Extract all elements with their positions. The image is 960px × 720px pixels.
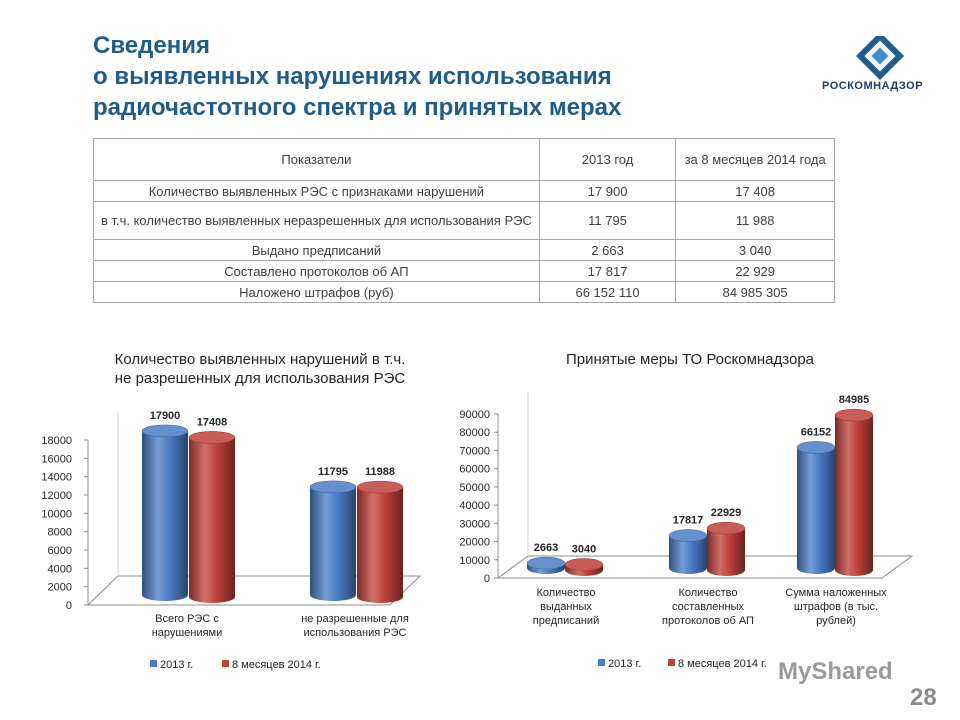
y-tick-label: 10000 bbox=[41, 508, 72, 521]
table-cell: 11 988 bbox=[676, 202, 835, 240]
bar-2013-0 bbox=[142, 431, 188, 601]
category-label: использования РЭС bbox=[303, 627, 407, 639]
table-cell: 17 408 bbox=[676, 181, 835, 202]
legend-label: 8 месяцев 2014 г. bbox=[678, 658, 767, 670]
table-cell: 2 663 bbox=[539, 240, 675, 261]
legend-swatch bbox=[598, 659, 605, 666]
table-cell: 22 929 bbox=[676, 261, 835, 282]
category-label: Количество bbox=[536, 587, 596, 599]
category-label: предписаний bbox=[532, 615, 600, 627]
legend-swatch bbox=[668, 659, 675, 666]
bar-top-2013-1 bbox=[669, 530, 707, 542]
data-label: 2663 bbox=[533, 542, 559, 555]
bar-2014-1 bbox=[357, 487, 403, 603]
data-label: 3040 bbox=[571, 543, 597, 556]
y-tick-label: 90000 bbox=[459, 409, 490, 421]
legend-label: 8 месяцев 2014 г. bbox=[232, 659, 321, 671]
table-cell: 3 040 bbox=[676, 240, 835, 261]
bar-2014-1 bbox=[707, 528, 745, 576]
y-tick-label: 30000 bbox=[459, 518, 490, 531]
y-tick-label: 2000 bbox=[47, 581, 72, 594]
table-cell: в т.ч. количество выявленных неразрешенных для использования РЭС bbox=[94, 202, 540, 240]
category-label: составленных bbox=[672, 601, 744, 613]
bar-2013-1 bbox=[310, 487, 356, 601]
bar-2014-0 bbox=[189, 437, 235, 603]
table-cell: Наложено штрафов (руб) bbox=[94, 282, 540, 303]
table-cell: Выдано предписаний bbox=[94, 240, 540, 261]
table-cell: Количество выявленных РЭС с признаками нарушений bbox=[94, 181, 540, 202]
data-label: 66152 bbox=[800, 426, 832, 439]
bar-top-2013-0 bbox=[527, 557, 565, 569]
title-line-2: о выявленных нарушениях использования bbox=[93, 63, 612, 90]
y-tick-label: 18000 bbox=[41, 435, 72, 447]
page-number: 28 bbox=[910, 684, 937, 711]
legend-label: 2013 г. bbox=[160, 659, 194, 671]
bar-top-2014-1 bbox=[707, 522, 745, 534]
table-cell: Составлено протоколов об АП bbox=[94, 261, 540, 282]
y-tick-label: 14000 bbox=[41, 471, 72, 484]
y-tick-label: 6000 bbox=[47, 545, 72, 557]
table-cell: 84 985 305 bbox=[676, 282, 835, 303]
bar-2013-2 bbox=[797, 447, 835, 574]
category-label: выданных bbox=[540, 601, 592, 613]
y-tick-label: 8000 bbox=[47, 526, 72, 539]
table-cell: 17 900 bbox=[539, 181, 675, 202]
legend-swatch bbox=[150, 660, 157, 667]
y-tick-label: 0 bbox=[483, 573, 490, 585]
bar-top-2014-0 bbox=[189, 431, 235, 443]
category-label: не разрешенные для bbox=[301, 613, 409, 625]
bar-top-2014-0 bbox=[565, 558, 603, 570]
data-label: 22929 bbox=[710, 507, 742, 520]
y-tick-label: 10000 bbox=[459, 554, 490, 567]
category-label: Количество bbox=[678, 587, 738, 599]
bar-2014-2 bbox=[835, 415, 873, 576]
chart2-title: Принятые меры ТО Роскомнадзора bbox=[565, 351, 815, 368]
data-label: 17817 bbox=[672, 514, 704, 527]
category-label: Всего РЭС с bbox=[155, 613, 219, 625]
category-label: нарушениями bbox=[151, 627, 223, 639]
table-cell: 17 817 bbox=[539, 261, 675, 282]
bar-top-2013-2 bbox=[797, 441, 835, 453]
y-tick-label: 16000 bbox=[41, 453, 72, 466]
y-tick-label: 50000 bbox=[459, 481, 490, 494]
legend-label: 2013 г. bbox=[608, 658, 642, 670]
y-tick-label: 60000 bbox=[459, 463, 490, 476]
table-cell: 66 152 110 bbox=[539, 282, 675, 303]
category-label: протоколов об АП bbox=[662, 615, 754, 627]
y-tick-label: 70000 bbox=[459, 445, 490, 458]
header-cell: Показатели bbox=[94, 139, 540, 181]
category-label: штрафов (в тыс. bbox=[793, 601, 879, 613]
chart1-title-line2: не разрешенных для использования РЭС bbox=[114, 370, 406, 387]
legend-swatch bbox=[222, 660, 229, 667]
bar-top-2013-0 bbox=[142, 425, 188, 437]
y-tick-label: 12000 bbox=[41, 490, 72, 502]
title-line-3: радиочастотного спектра и принятых мерах bbox=[93, 94, 622, 121]
bar-top-2014-2 bbox=[835, 409, 873, 421]
y-tick-label: 4000 bbox=[47, 563, 72, 576]
table-cell: 11 795 bbox=[539, 202, 675, 240]
logo-text: РОСКОМНАДЗОР bbox=[822, 80, 924, 92]
bar-top-2013-1 bbox=[310, 481, 356, 493]
y-tick-label: 40000 bbox=[459, 500, 490, 513]
category-label: рублей) bbox=[816, 615, 856, 627]
data-label: 11988 bbox=[365, 466, 395, 479]
header-cell: 2013 год bbox=[539, 139, 675, 181]
y-tick-label: 0 bbox=[65, 600, 72, 612]
data-label: 17900 bbox=[149, 409, 181, 422]
header-cell: за 8 месяцев 2014 года bbox=[676, 139, 835, 181]
title-line-1: Сведения bbox=[93, 32, 210, 59]
data-label: 84985 bbox=[838, 394, 870, 407]
y-tick-label: 80000 bbox=[459, 427, 490, 440]
data-label: 17408 bbox=[196, 416, 228, 429]
bar-top-2014-1 bbox=[357, 481, 403, 493]
y-tick-label: 20000 bbox=[459, 536, 490, 549]
chart1-title-line1: Количество выявленных нарушений в т.ч. bbox=[114, 351, 406, 368]
category-label: Сумма наложенных bbox=[785, 587, 887, 599]
data-label: 11795 bbox=[318, 465, 348, 478]
watermark: MyShared bbox=[778, 658, 893, 685]
